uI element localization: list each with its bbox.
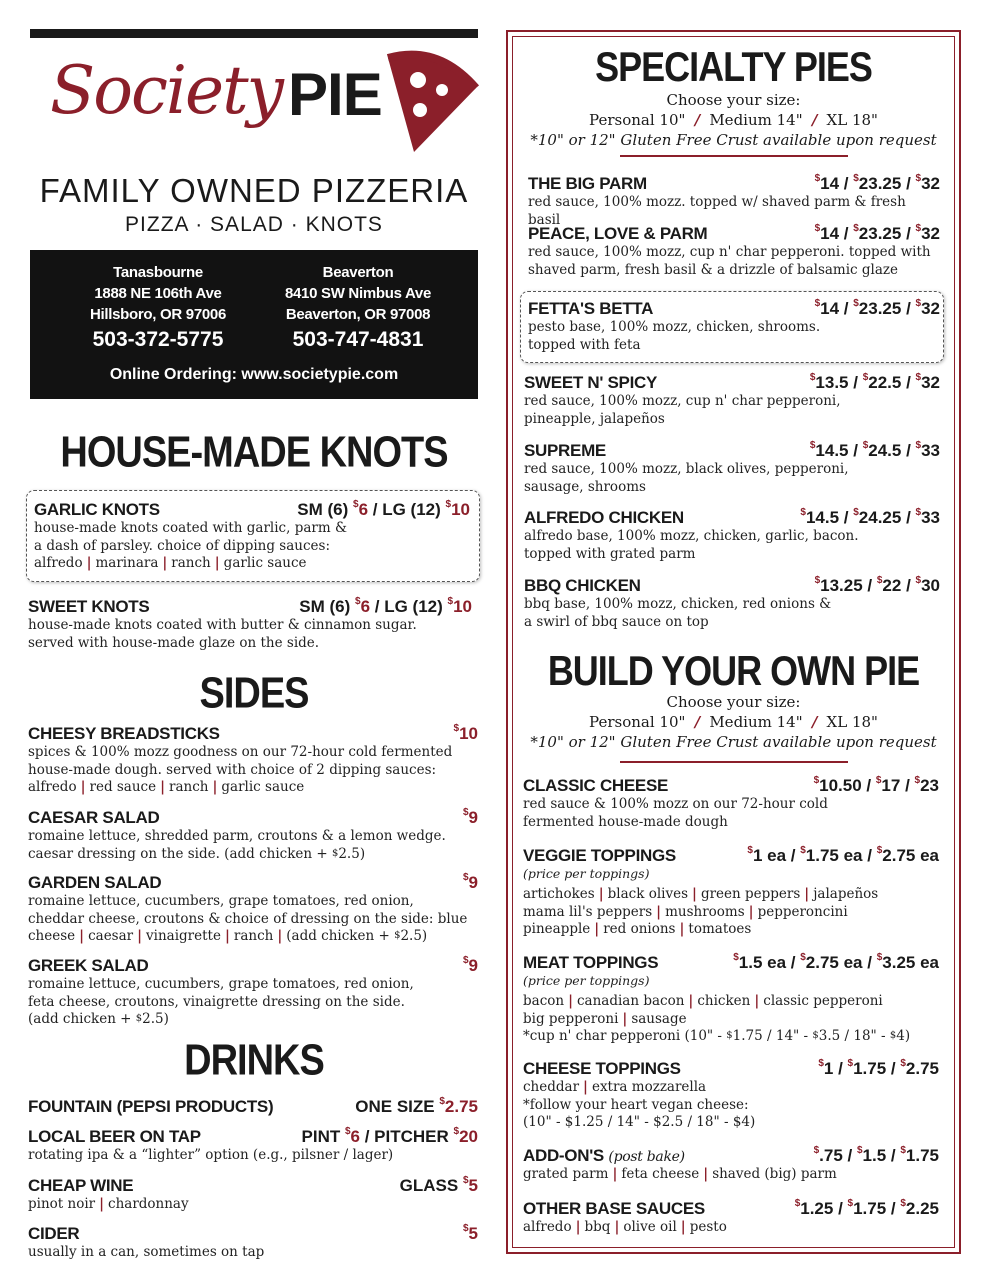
item-description: rotating ipa & a “lighter” option (e.g., pilsner / lager): [28, 1147, 394, 1163]
item-description: artichokes | black olives | green peppers | jalapeños mama lil's peppers | mushrooms | pepperoncini pineapple | red onions | tomatoes: [523, 886, 879, 937]
item-price: SM (6) $6 / LG (12) $10: [299, 596, 472, 616]
menu-item-add-ons: [523, 1146, 939, 1184]
item-subtitle: (price per toppings): [523, 866, 650, 881]
item-price: $10: [453, 723, 478, 743]
item-price: SM (6) $6 / LG (12) $10: [297, 499, 470, 519]
item-name: FOUNTAIN (PEPSI PRODUCTS): [28, 1097, 274, 1116]
item-name: CHEAP WINE: [28, 1176, 134, 1195]
item-name: PEACE, LOVE & PARM: [528, 224, 708, 243]
menu-item-specialty-pie: [524, 441, 940, 496]
item-price: $1.5 ea / $2.75 ea / $3.25 ea: [733, 952, 939, 972]
item-price: $14.5 / $24.5 / $33: [809, 440, 940, 460]
item-subtitle: (price per toppings): [523, 973, 650, 988]
item-name: BBQ CHICKEN: [524, 576, 641, 595]
subline: PIZZA · SALAD · KNOTS: [125, 213, 383, 236]
item-price: $5: [462, 1223, 478, 1243]
top-bar: [30, 29, 478, 38]
item-description: pinot noir | chardonnay: [28, 1196, 189, 1212]
menu-item-cheesy-breadsticks: [28, 724, 478, 797]
menu-item-garlic-knots: [34, 500, 470, 573]
fettas-betta-highlight: [520, 291, 944, 363]
item-name: THE BIG PARM: [528, 174, 647, 193]
location-beaverton: [258, 262, 458, 350]
item-name: CHEESE TOPPINGS: [523, 1059, 681, 1078]
location-city: Beaverton, OR 97008: [285, 306, 431, 323]
menu-item-greek-salad: [28, 956, 478, 1029]
item-name: GREEK SALAD: [28, 956, 149, 975]
item-price: $.75 / $1.5 / $1.75: [813, 1145, 939, 1165]
item-description: alfredo | bbq | olive oil | pesto: [523, 1219, 727, 1235]
item-description: bbq base, 100% mozz, chicken, red onions & a swirl of bbq sauce on top: [524, 596, 832, 630]
pizza-slice-icon: [380, 48, 480, 158]
item-price: $1.25 / $1.75 / $2.25: [794, 1198, 939, 1218]
item-price: $1 ea / $1.75 ea / $2.75 ea: [747, 845, 939, 865]
item-name: GARDEN SALAD: [28, 873, 162, 892]
menu-item-garden-salad: [28, 873, 480, 946]
item-price: ONE SIZE $2.75: [355, 1096, 478, 1116]
menu-item-fountain: [28, 1097, 478, 1117]
item-description: romaine lettuce, cucumbers, grape tomatoes, red onion, cheddar cheese, croutons & choice of dressing on the side: blue cheese | caesar | vinaigrette | ranch | (add chicken + $2.5): [28, 893, 468, 944]
item-name: CAESAR SALAD: [28, 808, 160, 827]
byo-divider: [620, 761, 848, 763]
logo-pie: PIE: [288, 61, 382, 128]
drinks-heading: DRINKS: [184, 1036, 324, 1086]
specialty-heading: SPECIALTY PIES: [595, 42, 872, 90]
item-price: $9: [462, 872, 478, 892]
item-description: house-made knots coated with garlic, parm & a dash of parsley. choice of dipping sauces: alfredo | marinara | ranch | garlic sauce: [34, 520, 347, 571]
item-name: FETTA'S BETTA: [528, 299, 654, 318]
item-description: red sauce, 100% mozz, cup n' char pepperoni, pineapple, jalapeños: [524, 393, 841, 427]
item-name: MEAT TOPPINGS: [523, 953, 659, 972]
item-description: romaine lettuce, shredded parm, croutons & a lemon wedge. caesar dressing on the side. (add chicken + $2.5): [28, 828, 446, 862]
menu-item-other-base-sauces: [523, 1199, 939, 1237]
location-name: Tanasbourne: [113, 264, 203, 281]
item-name: CLASSIC CHEESE: [523, 776, 669, 795]
item-price: GLASS $5: [399, 1175, 478, 1195]
item-name: SWEET KNOTS: [28, 597, 150, 616]
item-name: CIDER: [28, 1224, 80, 1243]
item-description: pesto base, 100% mozz, chicken, shrooms. topped with feta: [528, 319, 821, 353]
item-price: $9: [462, 955, 478, 975]
item-price: $13.25 / $22 / $30: [814, 575, 940, 595]
item-price: $13.5 / $22.5 / $32: [809, 372, 940, 392]
item-name: LOCAL BEER ON TAP: [28, 1127, 201, 1146]
menu-item-cheap-wine: [28, 1176, 478, 1214]
location-phone[interactable]: 503-747-4831: [292, 328, 424, 351]
menu-item-specialty-pie: [528, 174, 940, 229]
item-description: usually in a can, sometimes on tap: [28, 1244, 265, 1260]
locations-box: [30, 250, 478, 399]
tagline: FAMILY OWNED PIZZERIA: [39, 172, 469, 209]
item-price: $14 / $23.25 / $32: [814, 173, 940, 193]
menu-item-veggie-toppings: [523, 846, 939, 939]
item-name: GARLIC KNOTS: [34, 500, 160, 519]
item-description: bacon | canadian bacon | chicken | classic pepperoni big pepperoni | sausage *cup n' char pepperoni (10" - $1.75 / 14" - $3.5 / 18" - $4): [523, 993, 911, 1044]
item-description: cheddar | extra mozzarella *follow your heart vegan cheese: (10" - $1.25 / 14" - $2.5 / 18" - $4): [523, 1079, 756, 1130]
specialty-size-chooser: Choose your size: Personal 10" / Medium 14" / XL 18" *10" or 12" Gluten Free Crust available upon request: [530, 91, 937, 149]
item-description: romaine lettuce, cucumbers, grape tomatoes, red onion, feta cheese, croutons, vinaigrette dressing on the side. (add chicken + $2.5): [28, 976, 414, 1027]
item-name: ADD-ON'S (post bake): [523, 1146, 685, 1165]
item-price: $1 / $1.75 / $2.75: [818, 1058, 939, 1078]
online-ordering-link[interactable]: Online Ordering: www.societypie.com: [109, 366, 399, 383]
menu-item-specialty-pie: [524, 576, 940, 631]
menu-item-specialty-pie: [524, 373, 940, 428]
menu-item-classic-cheese: [523, 776, 939, 831]
item-name: SUPREME: [524, 441, 606, 460]
item-description: red sauce & 100% mozz on our 72-hour cold fermented house-made dough: [523, 796, 828, 830]
location-city: Hillsboro, OR 97006: [89, 306, 227, 323]
menu-item-caesar-salad: [28, 808, 478, 863]
item-price: $9: [462, 807, 478, 827]
byo-heading: BUILD YOUR OWN PIE: [547, 646, 920, 694]
location-street: 8410 SW Nimbus Ave: [284, 285, 432, 302]
item-description: spices & 100% mozz goodness on our 72-hour cold fermented house-made dough. served with choice of 2 dipping sauces: alfredo | red sauce | ranch | garlic sauce: [28, 744, 453, 795]
item-name: VEGGIE TOPPINGS: [523, 846, 676, 865]
item-price: PINT $6 / PITCHER $20: [301, 1126, 478, 1146]
item-name: CHEESY BREADSTICKS: [28, 724, 220, 743]
menu-item-specialty-pie: [524, 508, 940, 563]
knots-heading: HOUSE-MADE KNOTS: [60, 428, 448, 478]
menu-item-cider: [28, 1224, 478, 1262]
item-name: OTHER BASE SAUCES: [523, 1199, 705, 1218]
menu-item-cheese-toppings: [523, 1059, 939, 1132]
logo-script: Society: [50, 52, 282, 129]
item-name: ALFREDO CHICKEN: [524, 508, 684, 527]
specialty-divider: [620, 155, 848, 157]
location-phone[interactable]: 503-372-5775: [92, 328, 224, 351]
location-name: Beaverton: [322, 264, 394, 281]
sides-heading: SIDES: [199, 669, 309, 719]
item-price: $14 / $23.25 / $32: [814, 223, 940, 243]
item-description: red sauce, 100% mozz, black olives, pepperoni, sausage, shrooms: [524, 461, 849, 495]
item-description: alfredo base, 100% mozz, chicken, garlic, bacon. topped with grated parm: [524, 528, 859, 562]
menu-item-specialty-pie: [528, 224, 940, 279]
item-price: $14 / $23.25 / $32: [814, 298, 940, 318]
item-description: house-made knots coated with butter & cinnamon sugar. served with house-made glaze on the side.: [28, 617, 417, 651]
menu-item-sweet-knots: [28, 597, 472, 652]
location-tanasbourne: [58, 262, 258, 350]
item-description: red sauce, 100% mozz, cup n' char pepperoni. topped with shaved parm, fresh basil & a drizzle of balsamic glaze: [528, 244, 931, 278]
item-price: $10.50 / $17 / $23: [813, 775, 939, 795]
logo: [50, 48, 470, 168]
byo-size-chooser: Choose your size: Personal 10" / Medium 14" / XL 18" *10" or 12" Gluten Free Crust available upon request: [530, 693, 937, 751]
item-name: SWEET N' SPICY: [524, 373, 658, 392]
item-description: red sauce, 100% mozz. topped w/ shaved parm & fresh basil: [528, 194, 906, 228]
item-price: $14.5 / $24.25 / $33: [800, 507, 940, 527]
menu-item-meat-toppings: [523, 953, 939, 1046]
item-description: grated parm | feta cheese | shaved (big) parm: [523, 1166, 837, 1182]
menu-item-local-beer: [28, 1127, 478, 1165]
location-street: 1888 NE 106th Ave: [94, 285, 222, 302]
